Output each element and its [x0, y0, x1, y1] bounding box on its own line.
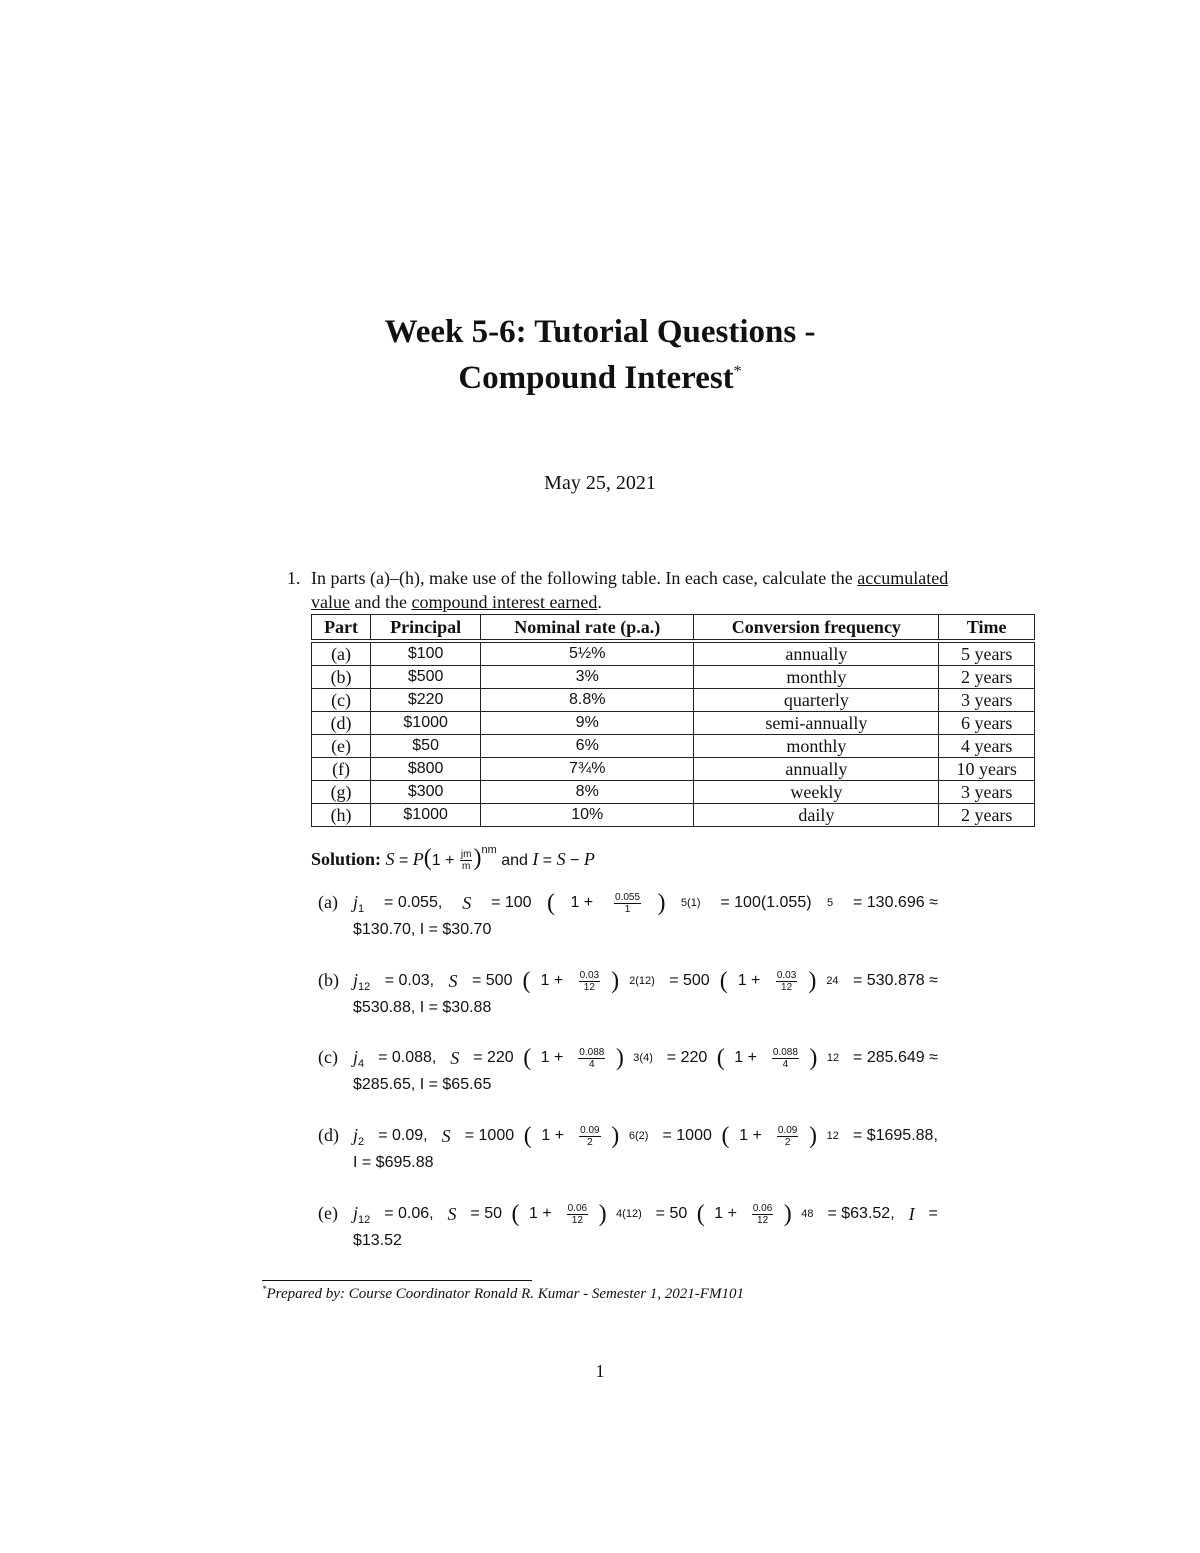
fraction-numerator: 0.06: [567, 1202, 588, 1214]
fraction-denominator: m: [462, 861, 471, 873]
cell-frequency: monthly: [694, 666, 939, 689]
math-text: 1 +: [714, 1205, 742, 1222]
fraction-denominator: 2: [587, 1136, 593, 1148]
math-text: = 285.649 ≈: [848, 1049, 938, 1066]
math-variable: j: [353, 969, 359, 990]
cell-rate: 9%: [481, 712, 694, 735]
math-fraction: [772, 1047, 799, 1070]
underlined-term: compound interest earned: [411, 592, 598, 612]
math-text: 1 +: [540, 972, 568, 989]
solution-result: I = $695.88: [353, 1154, 434, 1171]
math-paren: (: [423, 845, 432, 871]
footnote-mark: *: [262, 1284, 267, 1294]
math-subscripted-variable: [353, 970, 370, 993]
cell-rate: 6%: [481, 735, 694, 758]
math-paren: (: [523, 1122, 532, 1149]
cell-frequency: quarterly: [694, 689, 939, 712]
footnote-divider: [262, 1280, 532, 1281]
math-variable: S: [556, 849, 566, 869]
math-text: −: [565, 852, 584, 869]
cell-part: (g): [312, 781, 371, 804]
math-text: = 0.055,: [379, 894, 447, 911]
math-text: =: [924, 1205, 938, 1222]
fraction-numerator: jm: [460, 849, 472, 861]
math-exponent: 48: [801, 1208, 814, 1220]
math-text: = 0.03,: [380, 972, 439, 989]
cell-frequency: monthly: [694, 735, 939, 758]
math-paren: ): [611, 1122, 620, 1149]
solution-equation: [353, 1043, 938, 1073]
math-paren: ): [657, 889, 666, 916]
math-paren: (: [719, 967, 728, 994]
page-number: 1: [595, 1361, 605, 1381]
cell-frequency: annually: [694, 758, 939, 781]
cell-time: 10 years: [939, 758, 1035, 781]
math-fraction: [567, 1203, 588, 1226]
solution-item-label: (a): [318, 892, 338, 912]
math-fraction: [460, 849, 473, 872]
solution-item: [318, 1121, 938, 1175]
math-text: = 500: [467, 972, 513, 989]
math-text: = 500: [664, 972, 710, 989]
solution-item-label: (e): [318, 1203, 338, 1223]
fraction-numerator: 0.088: [772, 1046, 798, 1058]
math-subscripted-variable: [353, 892, 364, 915]
document-title-line1: Week 5-6: Tutorial Questions -: [384, 314, 816, 350]
math-text: = $63.52,: [823, 1205, 900, 1222]
cell-principal: $220: [371, 689, 481, 712]
solution-equation: [353, 1121, 938, 1151]
question-text-part: In parts (a)–(h), make use of the following table. In each case, calculate the: [311, 568, 858, 588]
table-row: [312, 712, 1035, 735]
math-variable: I: [908, 1203, 915, 1224]
math-exponent: nm: [481, 844, 497, 856]
math-exponent: 5(1): [680, 897, 701, 909]
math-text: = 50: [651, 1205, 688, 1222]
math-variable: P: [583, 849, 595, 869]
cell-rate: 8.8%: [481, 689, 694, 712]
math-fraction: [579, 1125, 600, 1148]
math-variable: S: [385, 849, 395, 869]
fraction-denominator: 4: [589, 1058, 595, 1070]
math-text: = 530.878 ≈: [848, 972, 938, 989]
math-paren: ): [473, 845, 482, 871]
math-text: = 0.09,: [373, 1127, 433, 1144]
fraction-denominator: 4: [782, 1058, 789, 1070]
cell-principal: $1000: [371, 804, 481, 827]
solution-item: [318, 888, 938, 942]
math-subscript: 2: [358, 1135, 365, 1148]
cell-rate: 7¾%: [481, 758, 694, 781]
cell-principal: $100: [371, 641, 481, 666]
math-exponent: 12: [826, 1130, 839, 1142]
math-text: = 100: [486, 894, 532, 911]
cell-part: (b): [312, 666, 371, 689]
math-fraction: [776, 970, 797, 993]
math-text: =: [538, 852, 557, 869]
table-row: [312, 758, 1035, 781]
math-subscript: 4: [358, 1057, 365, 1070]
math-text: = 100(1.055): [715, 894, 812, 911]
solution-item: [318, 966, 938, 1020]
table-row: [312, 735, 1035, 758]
solution-item-label: (c): [318, 1047, 338, 1067]
cell-part: (e): [312, 735, 371, 758]
math-text: = 1000: [658, 1127, 712, 1144]
math-text: 1 +: [541, 1127, 569, 1144]
cell-rate: 8%: [481, 781, 694, 804]
math-subscripted-variable: [353, 1047, 364, 1070]
math-paren: ): [783, 1200, 792, 1227]
math-paren: (: [696, 1200, 705, 1227]
cell-frequency: semi-annually: [694, 712, 939, 735]
cell-rate: 3%: [481, 666, 694, 689]
math-text: 1 +: [540, 1049, 568, 1066]
question-text: [311, 566, 967, 614]
fraction-denominator: 2: [784, 1136, 791, 1148]
fraction-denominator: 12: [781, 981, 793, 993]
cell-time: 4 years: [939, 735, 1035, 758]
solution-result: $530.88, I = $30.88: [353, 999, 492, 1016]
math-paren: (: [721, 1122, 730, 1149]
math-fraction: [777, 1125, 798, 1148]
solution-item-label: (d): [318, 1125, 339, 1145]
math-text: 1 +: [734, 1049, 762, 1066]
fraction-denominator: 12: [757, 1214, 769, 1226]
math-variable: j: [353, 891, 359, 912]
fraction-numerator: 0.06: [752, 1202, 773, 1214]
table-row: [312, 666, 1035, 689]
solution-equation: [353, 888, 938, 918]
cell-part: (f): [312, 758, 371, 781]
math-paren: (: [522, 967, 531, 994]
math-fraction: [752, 1203, 773, 1226]
solution-item-label: (b): [318, 970, 339, 990]
solution-result: $130.70, I = $30.70: [353, 921, 492, 938]
solution-item: [318, 1199, 938, 1253]
column-header: Principal: [371, 615, 481, 642]
cell-frequency: daily: [694, 804, 939, 827]
math-text: =: [394, 852, 413, 869]
math-exponent: 2(12): [629, 975, 655, 987]
column-header: Conversion frequency: [694, 615, 939, 642]
cell-part: (d): [312, 712, 371, 735]
solution-item: [318, 1043, 938, 1097]
table-header-row: [312, 615, 1035, 642]
cell-time: 3 years: [939, 689, 1035, 712]
cell-principal: $300: [371, 781, 481, 804]
cell-rate: 10%: [481, 804, 694, 827]
underlined-term: accumulated value: [311, 568, 949, 612]
math-text: 1 +: [737, 972, 765, 989]
question-text-part: and the: [349, 592, 412, 612]
cell-time: 3 years: [939, 781, 1035, 804]
question-text-part: .: [597, 592, 602, 612]
cell-time: 6 years: [939, 712, 1035, 735]
footnote-text: Prepared by: Course Coordinator Ronald R. Kumar - Semester 1, 2021-FM101: [266, 1286, 744, 1302]
solution-equation: [353, 966, 938, 996]
math-exponent: 24: [826, 975, 839, 987]
fraction-denominator: 1: [624, 903, 631, 915]
math-exponent: 6(2): [628, 1130, 649, 1142]
math-text: = 1000: [460, 1127, 515, 1144]
math-variable: j: [353, 1046, 359, 1067]
fraction-numerator: 0.03: [579, 969, 600, 981]
cell-time: 2 years: [939, 804, 1035, 827]
math-variable: S: [448, 970, 458, 991]
fraction-numerator: 0.09: [580, 1124, 600, 1136]
table-row: [312, 641, 1035, 666]
math-variable: I: [532, 849, 539, 869]
math-subscript: 1: [358, 902, 365, 915]
cell-frequency: annually: [694, 641, 939, 666]
question-number: 1.: [287, 568, 301, 588]
math-paren: ): [808, 1122, 817, 1149]
math-variable: S: [447, 1203, 457, 1224]
cell-time: 5 years: [939, 641, 1035, 666]
math-subscripted-variable: [353, 1203, 370, 1226]
math-text: = 0.088,: [373, 1049, 441, 1066]
math-text: 1 +: [570, 894, 598, 911]
table-row: [312, 689, 1035, 712]
cell-part: (h): [312, 804, 371, 827]
math-fraction: [614, 892, 641, 915]
math-text: 1 +: [431, 852, 459, 869]
math-exponent: 4(12): [616, 1208, 642, 1220]
cell-part: (a): [312, 641, 371, 666]
math-text: and: [496, 852, 533, 869]
math-text: 1 +: [739, 1127, 767, 1144]
math-paren: ): [611, 967, 620, 994]
cell-rate: 5½%: [481, 641, 694, 666]
math-text: = 0.06,: [379, 1205, 439, 1222]
math-exponent: 5: [826, 897, 834, 909]
math-text: = 220: [468, 1049, 514, 1066]
math-paren: ): [615, 1044, 624, 1071]
math-subscript: 12: [358, 980, 371, 993]
math-text: 1 +: [528, 1205, 557, 1222]
math-paren: (: [511, 1200, 520, 1227]
math-variable: S: [441, 1125, 451, 1146]
fraction-numerator: 0.088: [579, 1046, 605, 1058]
math-fraction: [579, 970, 600, 993]
math-variable: S: [450, 1047, 460, 1068]
math-paren: (: [547, 889, 555, 916]
solution-label: Solution:: [311, 849, 382, 869]
math-fraction: [578, 1047, 605, 1070]
fraction-denominator: 12: [583, 981, 595, 993]
solution-result: $13.52: [353, 1232, 402, 1249]
cell-time: 2 years: [939, 666, 1035, 689]
math-variable: S: [462, 892, 472, 913]
cell-frequency: weekly: [694, 781, 939, 804]
math-text: = 130.696 ≈: [848, 894, 938, 911]
math-variable: j: [353, 1202, 359, 1223]
cell-principal: $800: [371, 758, 481, 781]
math-subscripted-variable: [353, 1125, 364, 1148]
math-paren: ): [809, 1044, 818, 1071]
column-header: Nominal rate (p.a.): [481, 615, 694, 642]
math-exponent: 3(4): [633, 1052, 653, 1064]
math-variable: P: [412, 849, 424, 869]
document-date: May 25, 2021: [544, 472, 656, 494]
solution-result: $285.65, I = $65.65: [353, 1076, 492, 1093]
fraction-numerator: 0.055: [615, 891, 641, 903]
math-subscript: 12: [358, 1213, 371, 1226]
math-text: = 220: [662, 1049, 708, 1066]
cell-principal: $50: [371, 735, 481, 758]
math-text: = $1695.88,: [848, 1127, 938, 1144]
cell-principal: $500: [371, 666, 481, 689]
solution-equation: [353, 1199, 938, 1229]
fraction-numerator: 0.09: [777, 1124, 798, 1136]
cell-principal: $1000: [371, 712, 481, 735]
interest-table: [311, 614, 1035, 827]
footnote: [262, 1284, 744, 1303]
footnote-mark: *: [733, 363, 742, 380]
cell-part: (c): [312, 689, 371, 712]
table-row: [312, 804, 1035, 827]
math-exponent: 12: [826, 1052, 840, 1064]
math-text: = 50: [465, 1205, 503, 1222]
title-text: Compound Interest: [458, 360, 734, 396]
solution-formula: [385, 844, 595, 873]
math-paren: (: [716, 1044, 725, 1071]
math-paren: (: [523, 1044, 532, 1071]
column-header: Time: [939, 615, 1035, 642]
math-paren: ): [808, 967, 817, 994]
document-title-line2: [0, 360, 1200, 397]
solution-heading: [311, 844, 595, 872]
fraction-numerator: 0.03: [776, 969, 797, 981]
math-paren: ): [598, 1200, 607, 1227]
math-variable: j: [353, 1124, 359, 1145]
fraction-denominator: 12: [571, 1214, 583, 1226]
question-1: [287, 566, 967, 614]
table-row: [312, 781, 1035, 804]
column-header: Part: [312, 615, 371, 642]
